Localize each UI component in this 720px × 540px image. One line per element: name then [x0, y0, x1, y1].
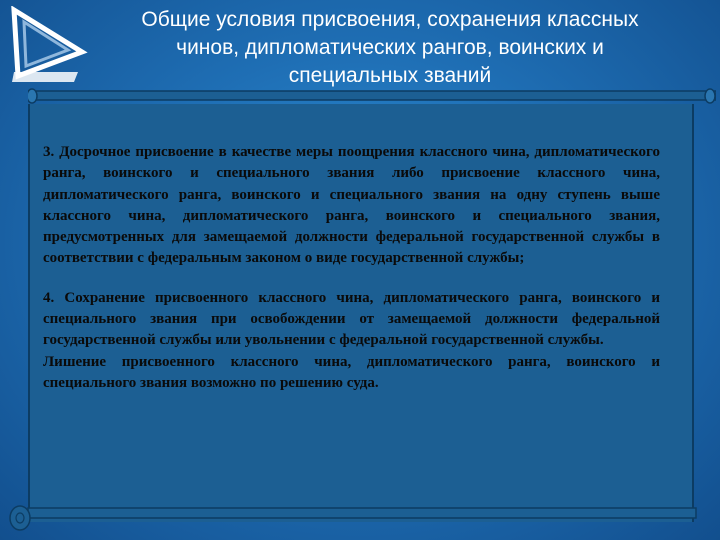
- scroll-bottom-roll: [6, 504, 706, 534]
- logo: [8, 6, 90, 86]
- title-line: Общие условия присвоения, сохранения классных: [141, 8, 639, 31]
- page-title: [100, 6, 680, 90]
- title-line: чинов, дипломатических рангов, воинских и: [176, 36, 604, 59]
- paragraph-3: 3. Досрочное присвоение в качестве меры поощрения классного чина, дипломатического ранга, воинского и специального звания либо присвоение классного чина, дипломатического ранга, воинского и специального звания на одну ступень выше классного чина, дипломатического ранга, воинского и специального звания, предусмотренных для замещаемой должности федеральной государственной службы в соответствии с федеральным законом о виде государственной службы;: [43, 144, 660, 267]
- title-line: специальных званий: [288, 64, 492, 87]
- paragraph-5: Лишение присвоенного классного чина, дипломатического ранга, воинского и специального звания возможно по решению суда.: [43, 353, 660, 391]
- body-text: [43, 142, 660, 394]
- scroll-top-roll: [28, 88, 716, 104]
- paragraph-4: 4. Сохранение присвоенного классного чина, дипломатического ранга, воинского и специального звания при освобождении от замещаемой должности федеральной государственной службы или увольнении с федеральной государственной службы.: [43, 289, 660, 349]
- triangle-logo-icon: [8, 6, 90, 86]
